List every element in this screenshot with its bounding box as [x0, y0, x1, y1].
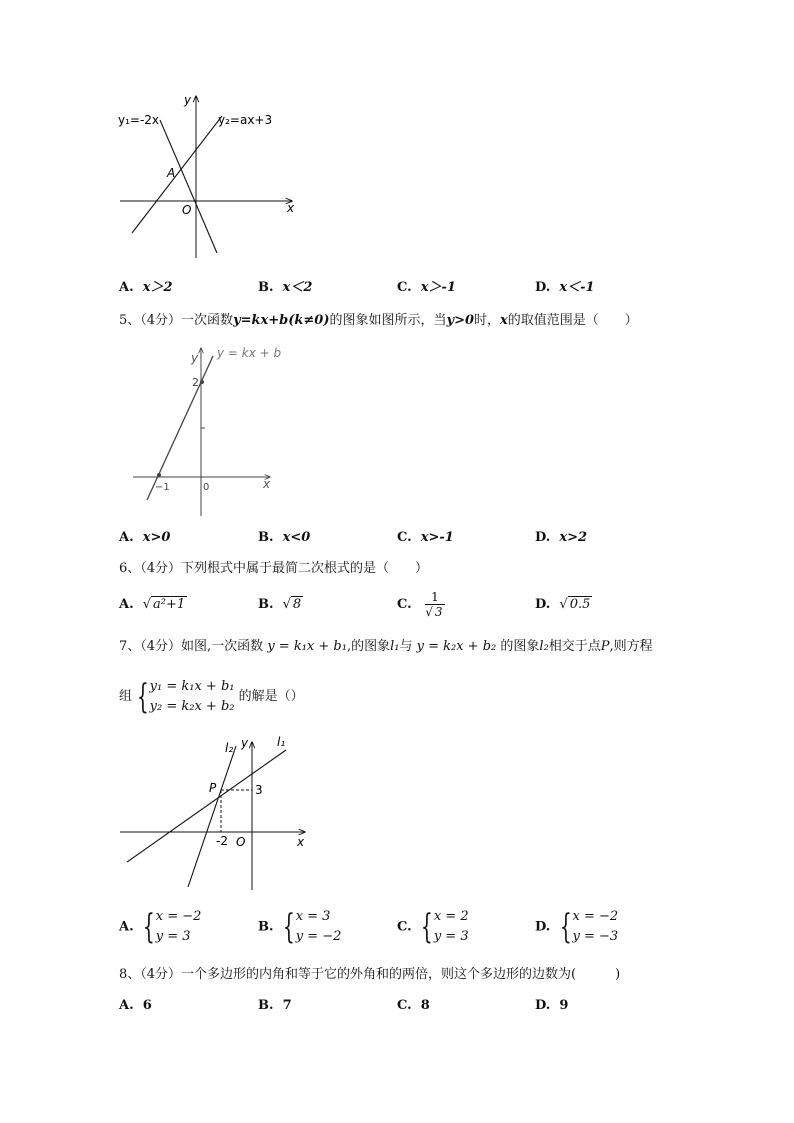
x-axis-label: x [263, 477, 271, 491]
q5-option-c[interactable]: C. x>-1 [397, 530, 454, 545]
q6-option-b[interactable]: B. √ 8 [258, 597, 302, 612]
line-y1 [160, 120, 217, 253]
y-axis-label: y [241, 736, 249, 750]
line-l1 [127, 750, 286, 862]
origin-label: O [236, 835, 246, 849]
q6-option-c[interactable]: C. $\frac{1}{√ 3}$ [397, 590, 443, 619]
p-y-label: 3 [255, 783, 263, 797]
figure-3 [115, 732, 315, 894]
q8-option-d[interactable]: D. 9 [535, 998, 569, 1013]
q5-option-b[interactable]: B. x<0 [258, 530, 311, 545]
q7-option-c[interactable]: C. { x = 2 y = 3 [397, 907, 469, 947]
q5-option-a[interactable]: A. x>0 [119, 530, 171, 545]
y-intercept-point [200, 380, 204, 384]
question-7-system: 组 { y₁ = k₁x + b₁ y₂ = k₂x + b₂ 的解是（） [119, 677, 304, 717]
question-8: 8、（4分）一个多边形的内角和等于它的外角和的两倍，则这个多边形的边数为( ) [119, 967, 621, 982]
p-x-label: -2 [216, 834, 228, 848]
q4-option-c[interactable]: C. x＞-1 [397, 280, 456, 295]
q8-option-a[interactable]: A. 6 [119, 998, 152, 1013]
question-6: 6、（4分）下列根式中属于最简二次根式的是（ ） [119, 561, 429, 576]
q4-option-d[interactable]: D. x＜-1 [535, 280, 595, 295]
x-axis-label: x [297, 835, 305, 849]
q6-option-d[interactable]: D. √ 0.5 [535, 597, 591, 612]
x-intercept-point [157, 473, 161, 477]
q8-option-c[interactable]: C. 8 [397, 998, 430, 1013]
point-p-label: P [209, 781, 217, 795]
x-intercept-label: −1 [155, 482, 170, 493]
origin-label: O [182, 203, 192, 217]
y-intercept-label: 2 [192, 376, 199, 389]
y-axis-label: y [184, 93, 192, 107]
question-7: 7、（4分）如图,一次函数 y = k₁x + b₁,的图象l₁与 y = k₂x + b₂ 的图象l₂相交于点P,则方程 [119, 639, 653, 654]
line-y2 [132, 116, 222, 233]
question-5: 5、（4分）一次函数y=kx+b(k≠0)的图象如图所示，当y>0时，x的取值范围是（ ） [119, 313, 638, 328]
q4-option-b[interactable]: B. x＜2 [258, 280, 313, 295]
line2-label: y₂=ax+3 [218, 113, 273, 127]
q5-option-d[interactable]: D. x>2 [535, 530, 588, 545]
y-axis-label: y [191, 351, 199, 365]
x-axis-label: x [287, 201, 295, 215]
q7-option-b[interactable]: B. { x = 3 y = −2 [258, 907, 342, 947]
fraction-numerator: 1 [425, 590, 444, 605]
line-l2 [188, 746, 236, 887]
q4-option-a[interactable]: A. x＞2 [119, 280, 173, 295]
origin-label: 0 [203, 482, 210, 493]
figure-2 [125, 342, 295, 520]
l1-label: l₁ [277, 735, 286, 749]
q7-option-d[interactable]: D. { x = −2 y = −3 [535, 907, 619, 947]
line1-label: y₁=-2x [118, 113, 160, 127]
q8-option-b[interactable]: B. 7 [258, 998, 292, 1013]
point-a-label: A [167, 166, 176, 180]
line-label: y = kx + b [217, 346, 282, 360]
l2-label: l₂ [225, 741, 234, 755]
q7-option-a[interactable]: A. { x = −2 y = 3 [119, 907, 202, 947]
figure-1 [110, 88, 310, 268]
q6-option-a[interactable]: A. √ a²+1 [119, 597, 186, 612]
